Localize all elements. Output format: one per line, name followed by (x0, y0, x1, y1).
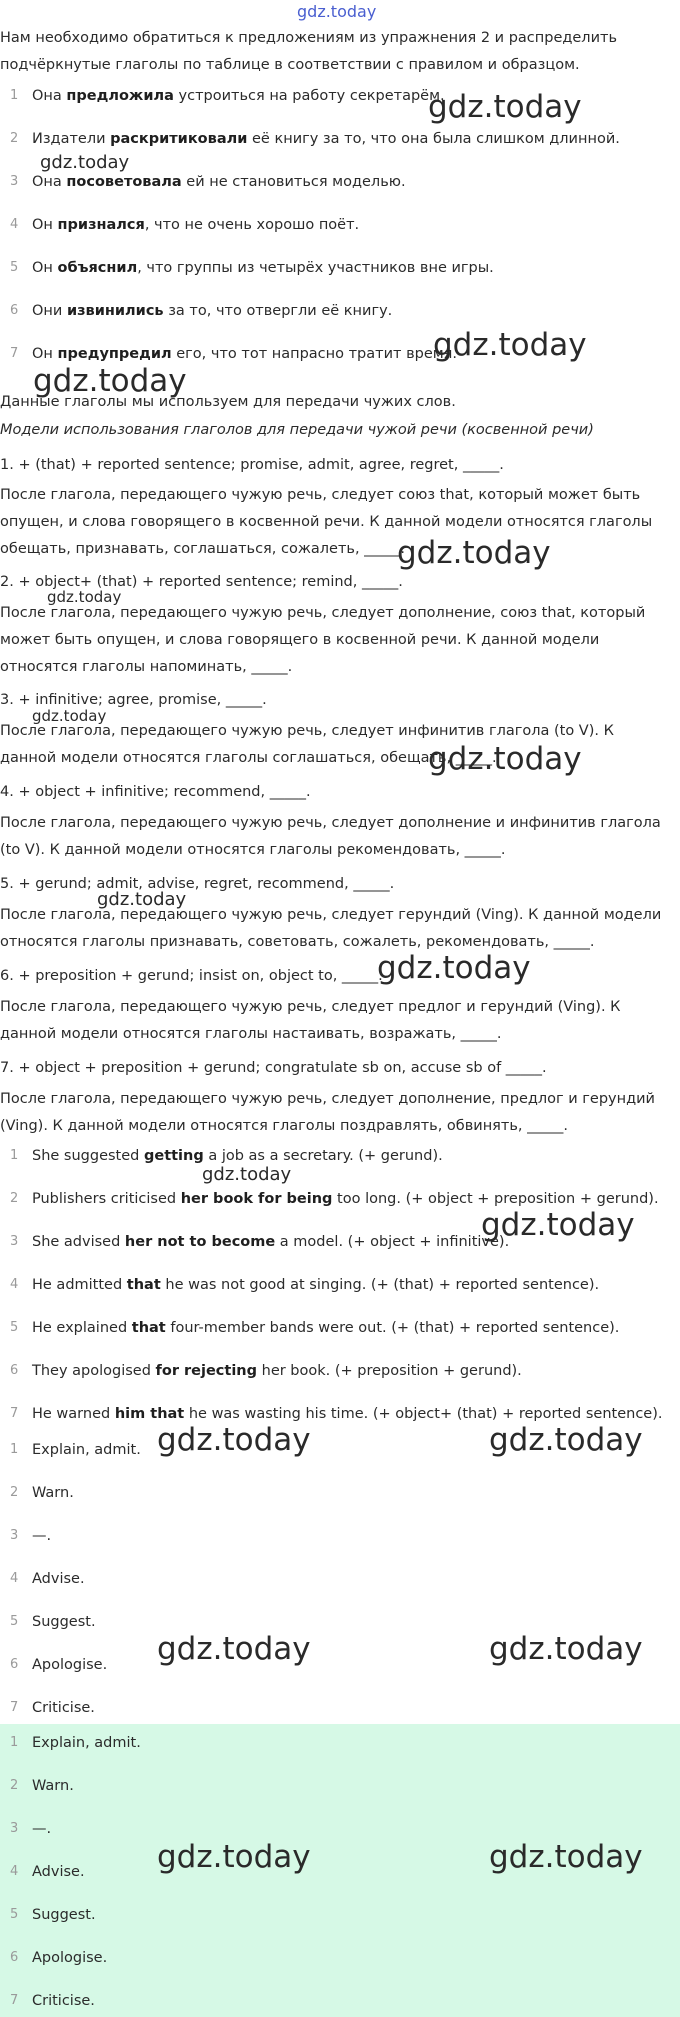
watermark: gdz.today (489, 1422, 643, 1458)
model-7: 7. + object + preposition + gerund; congratulate sb on, accuse sb of _____. (0, 1060, 547, 1076)
watermark: gdz.today (33, 363, 187, 399)
watermark: gdz.today (428, 89, 582, 125)
top-watermark: gdz.today (297, 2, 377, 21)
watermark: gdz.today (47, 588, 122, 606)
intro-text: Нам необходимо обратиться к предложениям из упражнения 2 и распределить подчёркнутые глаголы по таблице в соответствии с правилом и образцом. (0, 30, 617, 73)
watermark: gdz.today (397, 535, 551, 571)
watermark: gdz.today (489, 1839, 643, 1875)
watermark: gdz.today (157, 1631, 311, 1667)
model-2: 2. + object+ (that) + reported sentence; remind, _____. (0, 574, 403, 590)
watermark: gdz.today (202, 1164, 292, 1185)
model-1-explanation: После глагола, передающего чужую речь, следует союз that, который может быть опущен, и слова говорящего в косвенной речи. К данной модели относятся глаголы обещать, признавать, соглашаться, сожалеть, _____. (0, 487, 653, 557)
watermark: gdz.today (377, 950, 531, 986)
watermark: gdz.today (428, 741, 582, 777)
models-heading: Модели использования глаголов для передачи чужой речи (косвенной речи) (0, 422, 594, 438)
watermark: gdz.today (157, 1422, 311, 1458)
watermark: gdz.today (157, 1839, 311, 1875)
model-3: 3. + infinitive; agree, promise, _____. (0, 692, 267, 708)
watermark: gdz.today (489, 1631, 643, 1667)
watermark: gdz.today (481, 1207, 635, 1243)
model-4-explanation: После глагола, передающего чужую речь, следует дополнение и инфинитив глагола (to V). К данной модели относятся глаголы рекомендовать, _____. (0, 815, 661, 858)
data-verbs-text: Данные глаголы мы используем для передачи чужих слов. (0, 394, 456, 410)
model-6: 6. + preposition + gerund; insist on, object to, _____. (0, 968, 383, 984)
watermark: gdz.today (97, 889, 187, 910)
watermark: gdz.today (32, 707, 107, 725)
watermark: gdz.today (433, 327, 587, 363)
watermark: gdz.today (40, 152, 130, 173)
model-6-explanation: После глагола, передающего чужую речь, следует предлог и герундий (Ving). К данной модели относятся глаголы настаивать, возражать, _____. (0, 999, 621, 1042)
model-4: 4. + object + infinitive; recommend, _____. (0, 784, 311, 800)
model-2-explanation: После глагола, передающего чужую речь, следует дополнение, союз that, который может быть опущен, и слова говорящего в косвенной речи. К данной модели относятся глаголы напоминать, _____. (0, 605, 646, 675)
model-7-explanation: После глагола, передающего чужую речь, следует дополнение, предлог и герундий (Ving). К данной модели относятся глаголы поздравлять, обвинять, _____. (0, 1091, 655, 1134)
model-5: 5. + gerund; admit, advise, regret, recommend, _____. (0, 876, 395, 892)
model-1: 1. + (that) + reported sentence; promise, admit, agree, regret, _____. (0, 457, 504, 473)
model-3-explanation: После глагола, передающего чужую речь, следует инфинитив глагола (to V). К данной модели относятся глаголы соглашаться, обещать, _____. (0, 723, 614, 766)
model-5-explanation: После глагола, передающего чужую речь, следует герундий (Ving). К данной модели относятся глаголы признавать, советовать, сожалеть, рекомендовать, _____. (0, 907, 662, 950)
